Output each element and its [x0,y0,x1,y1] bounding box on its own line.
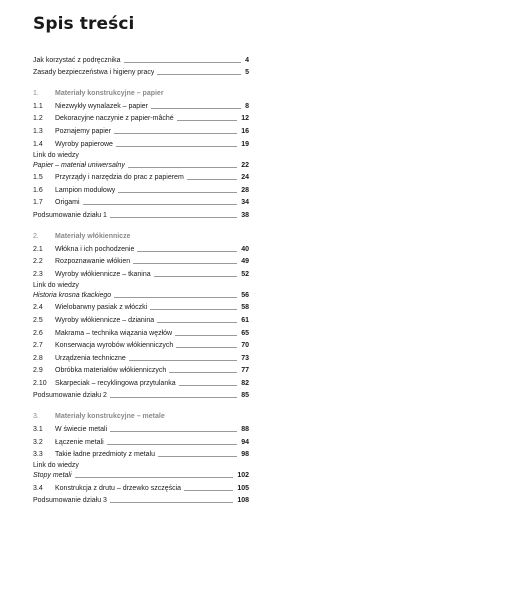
dot-leader [114,297,237,298]
link-to-knowledge-entry[interactable] [33,459,249,480]
entry-page-number: 85 [241,392,249,400]
dot-leader [150,309,237,310]
dot-leader [154,276,238,277]
entry-page-number: 34 [241,199,249,207]
entry-label: Makrama – technika wiązania węzłów [55,329,173,337]
entry-page-number: 52 [241,270,249,278]
toc-entry[interactable] [33,312,249,325]
entry-page-number: 5 [245,69,249,77]
entry-label: Wyroby włókiennicze – tkanina [55,270,151,278]
entry-page-number: 94 [241,438,249,446]
entry-number: 2.9 [33,367,43,375]
entry-number: 1.3 [33,127,43,135]
entry-number: 3.2 [33,438,43,446]
toc-entry[interactable] [33,111,249,124]
toc-entry[interactable] [33,241,249,254]
dot-leader [169,372,237,373]
entry-label: Zasady bezpieczeństwa i higieny pracy [33,69,155,77]
toc-entry[interactable] [33,338,249,351]
entry-label: Podsumowanie działu 2 [33,392,107,400]
dot-leader [128,167,237,168]
section-summary-entry[interactable] [33,388,249,401]
entry-page-number: 98 [241,451,249,459]
toc-entry[interactable] [33,480,249,493]
entry-number: 2.3 [33,270,43,278]
section-summary-entry[interactable] [33,207,249,220]
entry-page-number: 19 [241,140,249,148]
entry-label: Wielobarwny pasiak z włóczki [55,304,148,312]
entry-label: Poznajemy papier [55,127,112,135]
entry-label: Urządzenia techniczne [55,354,126,362]
toc-entry[interactable] [33,300,249,313]
entry-label: Konstrukcja z drutu – drzewko szczęścia [55,484,182,492]
entry-page-number: 65 [241,329,249,337]
dot-leader [114,133,237,134]
entry-label: Łączenie metali [55,438,104,446]
link-entry-row [33,290,249,300]
entry-label: Origami [55,199,80,207]
dot-leader [133,263,237,264]
entry-label: Przyrządy i narzędzia do prac z papierem [55,174,184,182]
toc-entry[interactable] [33,434,249,447]
entry-label: Papier – materiał uniwersalny [33,161,125,169]
entry-number: 1.2 [33,115,43,123]
entry-number: 2.2 [33,258,43,266]
dot-leader [184,490,233,491]
entry-number: 1.5 [33,174,43,182]
table-of-contents [33,52,249,505]
entry-page-number: 70 [241,342,249,350]
entry-label: W świecie metali [55,426,108,434]
entry-label: Konserwacja wyrobów włókienniczych [55,342,174,350]
entry-page-number: 4 [245,56,249,64]
section-title: Materiały konstrukcyjne – papier [55,90,164,98]
entry-label: Obróbka materiałów włókienniczych [55,367,167,375]
entry-label: Stopy metali [33,472,72,480]
toc-entry[interactable] [33,52,249,65]
entry-number: 3.3 [33,451,43,459]
toc-entry[interactable] [33,98,249,111]
toc-entry[interactable] [33,254,249,267]
entry-number: 2.7 [33,342,43,350]
dot-leader [176,347,237,348]
dot-leader [110,502,233,503]
toc-entry[interactable] [33,170,249,183]
entry-number: 1.7 [33,199,43,207]
dot-leader [75,477,234,478]
link-to-knowledge-entry[interactable] [33,149,249,170]
entry-page-number: 73 [241,354,249,362]
entry-number: 1.6 [33,186,43,194]
section-number: 3. [33,413,39,421]
entry-number: 3.4 [33,484,43,492]
dot-leader [179,385,238,386]
entry-page-number: 40 [241,245,249,253]
toc-entry[interactable] [33,363,249,376]
section-number: 2. [33,232,39,240]
link-entry-row [33,470,249,480]
dot-leader [177,120,238,121]
entry-number: 2.1 [33,245,43,253]
entry-page-number: 8 [245,102,249,110]
dot-leader [124,62,242,63]
entry-label: Podsumowanie działu 1 [33,211,107,219]
entry-page-number: 16 [241,127,249,135]
link-heading: Link do wiedzy [33,151,79,159]
link-heading: Link do wiedzy [33,462,79,470]
dot-leader [83,204,238,205]
entry-label: Skarpeciak – recyklingowa przytulanka [55,379,176,387]
section-title: Materiały włókiennicze [55,232,131,240]
entry-page-number: 105 [237,484,249,492]
dot-leader [157,322,237,323]
entry-page-number: 38 [241,211,249,219]
entry-number: 2.6 [33,329,43,337]
entry-number: 3.1 [33,426,43,434]
toc-entry[interactable] [33,195,249,208]
entry-label: Wyroby papierowe [55,140,113,148]
dot-leader [175,335,237,336]
entry-number: 2.5 [33,316,43,324]
entry-page-number: 102 [237,472,249,480]
entry-number: 1.1 [33,102,43,110]
entry-page-number: 58 [241,304,249,312]
dot-leader [158,456,237,457]
entry-number: 2.10 [33,379,47,387]
dot-leader [129,360,237,361]
entry-number: 2.8 [33,354,43,362]
entry-label: Podsumowanie działu 3 [33,497,107,505]
dot-leader [187,179,237,180]
toc-entry[interactable] [33,447,249,460]
entry-page-number: 88 [241,426,249,434]
entry-label: Włókna i ich pochodzenie [55,245,135,253]
section-summary-entry[interactable] [33,493,249,506]
toc-entry[interactable] [33,65,249,78]
entry-label: Niezwykły wynalazek – papier [55,102,148,110]
section-title: Materiały konstrukcyjne – metale [55,413,165,421]
dot-leader [110,217,237,218]
entry-label: Historia krosna tkackiego [33,291,112,299]
link-heading: Link do wiedzy [33,281,79,289]
dot-leader [137,251,237,252]
dot-leader [107,444,238,445]
entry-number: 2.4 [33,304,43,312]
toc-entry[interactable] [33,182,249,195]
entry-label: Wyroby włókiennicze – dzianina [55,316,155,324]
dot-leader [157,74,241,75]
toc-entry[interactable] [33,123,249,136]
toc-entry[interactable] [33,325,249,338]
entry-page-number: 108 [237,497,249,505]
dot-leader [118,192,237,193]
toc-entry[interactable] [33,136,249,149]
section-number: 1. [33,90,39,98]
entry-page-number: 22 [241,161,249,169]
entry-page-number: 82 [241,379,249,387]
entry-page-number: 28 [241,186,249,194]
entry-label: Dekoracyjne naczynie z papier-mâché [55,115,174,123]
section-heading[interactable] [33,85,249,98]
section-heading[interactable] [33,228,249,241]
entry-label: Lampion modułowy [55,186,116,194]
entry-page-number: 49 [241,258,249,266]
dot-leader [116,146,237,147]
link-entry-row [33,160,249,170]
section-heading[interactable] [33,408,249,421]
entry-page-number: 24 [241,174,249,182]
entry-page-number: 61 [241,316,249,324]
page-title: Spis treści [33,14,135,34]
toc-entry[interactable] [33,375,249,388]
dot-leader [151,108,241,109]
entry-label: Takie ładne przedmioty z metalu [55,451,155,459]
dot-leader [110,431,237,432]
entry-label: Jak korzystać z podręcznika [33,56,121,64]
entry-number: 1.4 [33,140,43,148]
dot-leader [110,397,237,398]
entry-page-number: 12 [241,115,249,123]
entry-page-number: 56 [241,291,249,299]
toc-entry[interactable] [33,266,249,279]
link-to-knowledge-entry[interactable] [33,279,249,300]
entry-page-number: 77 [241,367,249,375]
toc-entry[interactable] [33,350,249,363]
toc-entry[interactable] [33,421,249,434]
entry-label: Rozpoznawanie włókien [55,258,131,266]
